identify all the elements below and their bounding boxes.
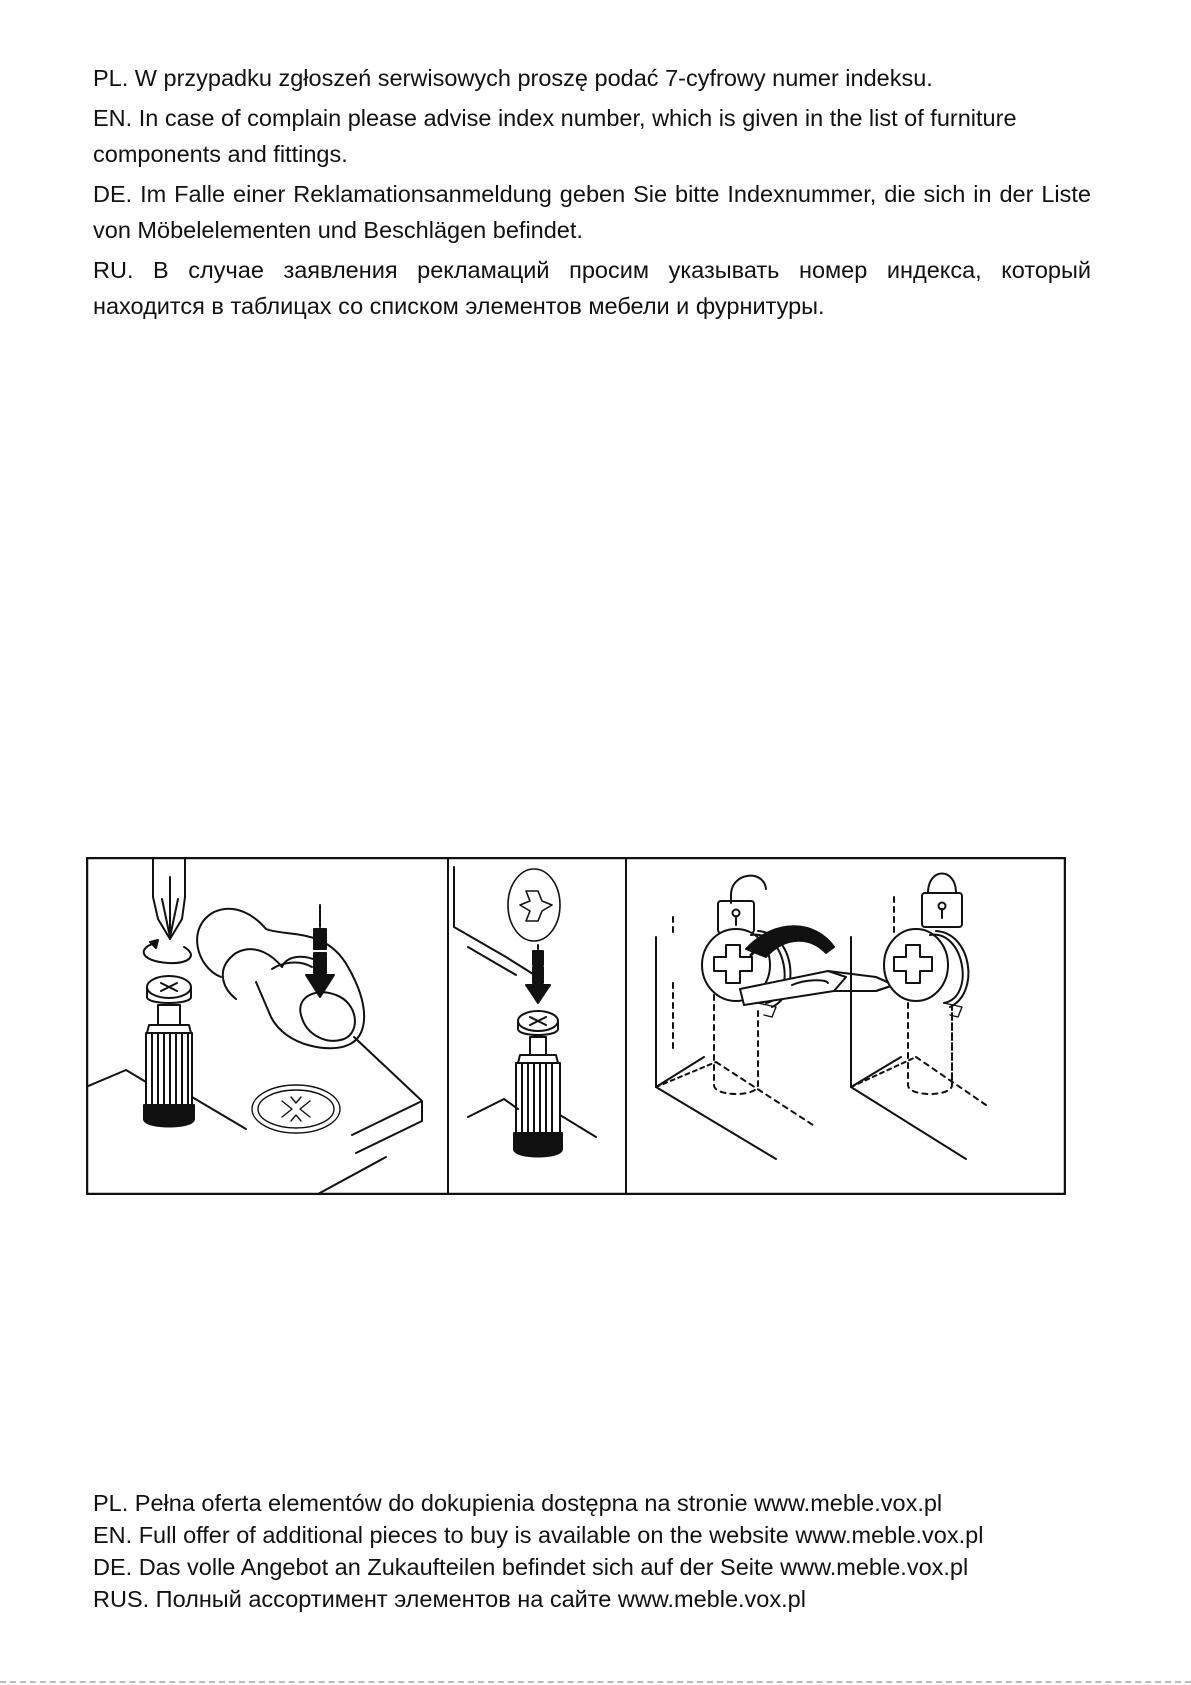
rotation-arrow-icon bbox=[144, 943, 191, 963]
cam-disc-icon bbox=[508, 869, 560, 941]
padlock-open-icon bbox=[718, 876, 766, 933]
complaint-note-de: DE. Im Falle einer Reklamationsanmeldung geben Sie bitte Indexnummer, die sich in der Liste von Möbelelementen und Beschlägen befindet. bbox=[93, 181, 1091, 243]
page-bottom-edge bbox=[0, 1681, 1191, 1683]
complaint-note-en: EN. In case of complain please advise index number, which is given in the list of furniture components and fittings. bbox=[93, 105, 1017, 167]
panel-screw-in bbox=[86, 857, 422, 1194]
panel-insert bbox=[454, 867, 596, 1157]
panel-lock bbox=[656, 874, 986, 1160]
rotation-disc-icon bbox=[252, 1085, 340, 1133]
screwdriver-icon bbox=[153, 857, 185, 939]
padlock-closed-icon bbox=[922, 874, 962, 928]
finger-press-icon bbox=[197, 909, 364, 1048]
assembly-illustration bbox=[86, 857, 1066, 1195]
cam-lock-left bbox=[702, 929, 790, 1094]
connector-body-1 bbox=[144, 976, 194, 1127]
offer-note-de: DE. Das volle Angebot an Zukaufteilen befindet sich auf der Seite www.meble.vox.pl bbox=[93, 1554, 969, 1580]
offer-note-en: EN. Full offer of additional pieces to buy is available on the website www.meble.vox.pl bbox=[93, 1522, 984, 1548]
cam-lock-right bbox=[884, 929, 968, 1094]
arrow-down-icon-2 bbox=[526, 945, 550, 1003]
complaint-note-pl: PL. W przypadku zgłoszeń serwisowych proszę podać 7-cyfrowy numer indeksu. bbox=[93, 65, 933, 91]
complaint-notice bbox=[93, 60, 1091, 328]
arrow-down-icon bbox=[306, 905, 334, 997]
complaint-note-ru: RU. В случае заявления рекламаций просим указывать номер индекса, который находится в таблицах со списком элементов мебели и фурнитуры. bbox=[93, 257, 1091, 319]
assembly-illustration-svg bbox=[86, 857, 1066, 1195]
connector-body-2 bbox=[514, 1011, 562, 1157]
offer-note-pl: PL. Pełna oferta elementów do dokupienia dostępna na stronie www.meble.vox.pl bbox=[93, 1490, 943, 1516]
offer-note-rus: RUS. Полный ассортимент элементов на сайте www.meble.vox.pl bbox=[93, 1586, 806, 1612]
offer-notice bbox=[93, 1487, 1173, 1615]
